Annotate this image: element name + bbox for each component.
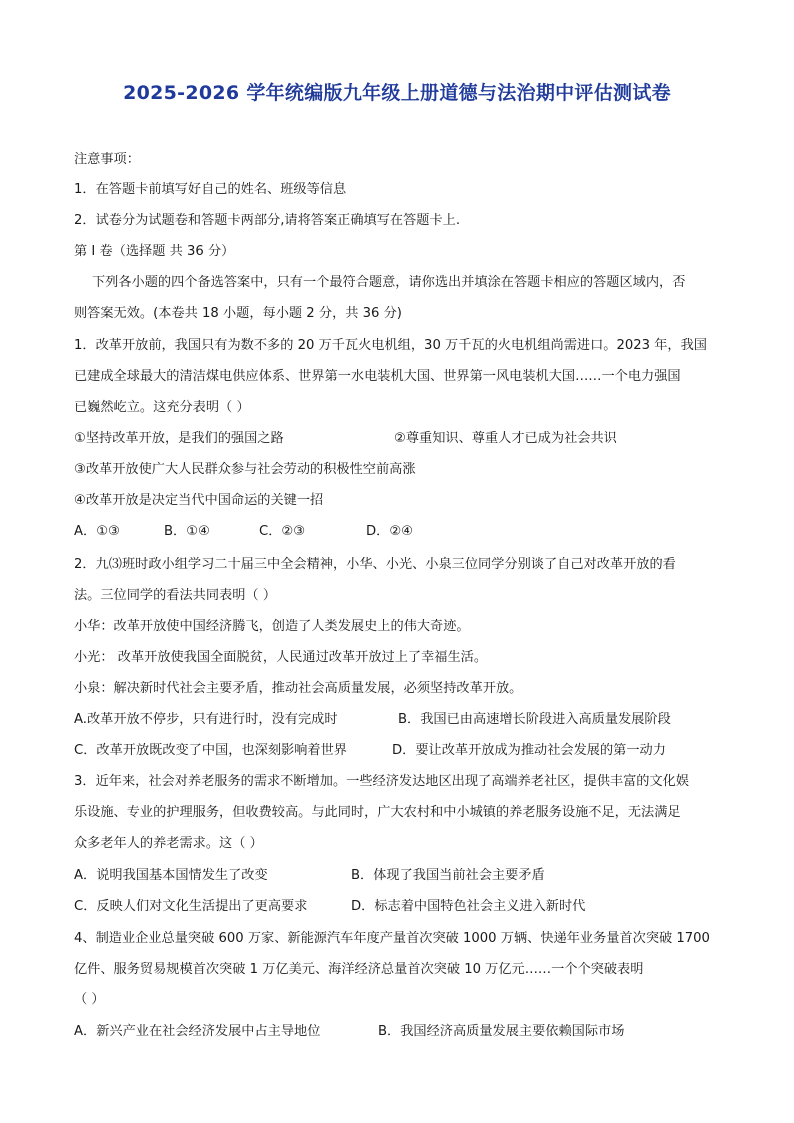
q1-option-c: C．②③ <box>259 524 306 539</box>
q1-option-d: D．②④ <box>366 524 413 539</box>
q4-option-b: B．我国经济高质量发展主要依赖国际市场 <box>378 1024 625 1039</box>
q1-option-b: B．①④ <box>164 524 210 539</box>
q3-option-c: C．反映人们对文化生活提出了更高要求 <box>74 899 308 914</box>
exam-title: 2025-2026 学年统编版九年级上册道德与法治期中评估测试卷 <box>123 82 671 104</box>
q1-statement-3: ③改革开放使广大人民群众参与社会劳动的积极性空前高涨 <box>74 462 416 477</box>
q2-option-c: C．改革开放既改变了中国，也深刻影响着世界 <box>74 743 347 758</box>
q4-option-a: A．新兴产业在社会经济发展中占主导地位 <box>74 1024 321 1039</box>
q1-line-1: 1．改革开放前，我国只有为数不多的 20 万千瓦火电机组，30 万千瓦的火电机组尚需进口。2023 年，我国 <box>74 338 707 353</box>
q3-option-b: B．体现了我国当前社会主要矛盾 <box>351 868 545 883</box>
q1-line-2: 已建成全球最大的清洁煤电供应体系、世界第一水电装机大国、世界第一风电装机大国……一个电力强国 <box>74 369 681 384</box>
q3-line-3: 众多老年人的养老需求。这（ ） <box>74 836 263 851</box>
q4-line-2: 亿件、服务贸易规模首次突破 1 万亿美元、海洋经济总量首次突破 10 万亿元……一个个突破表明 <box>74 962 644 977</box>
q1-option-a: A．①③ <box>74 524 120 539</box>
q2-line-2: 法。三位同学的看法共同表明（ ） <box>74 588 277 603</box>
section-header: 第 I 卷（选择题 共 36 分） <box>74 244 235 259</box>
section-instruction-2: 则答案无效。(本卷共 18 小题，每小题 2 分，共 36 分) <box>74 306 402 321</box>
notice-heading: 注意事项： <box>74 152 140 167</box>
q2-xiaohua: 小华：改革开放使中国经济腾飞，创造了人类发展史上的伟大奇迹。 <box>74 619 470 634</box>
q2-xiaoguang: 小光： 改革开放使我国全面脱贫，人民通过改革开放过上了幸福生活。 <box>74 650 488 665</box>
q1-statement-1: ①坚持改革开放，是我们的强国之路 <box>74 431 284 446</box>
section-instruction-1: 下列各小题的四个备选答案中，只有一个最符合题意，请你选出并填涂在答题卡相应的答题区域内，否 <box>92 275 686 290</box>
q3-line-1: 3．近年来，社会对养老服务的需求不断增加。一些经济发达地区出现了高端养老社区，提供丰富的文化娱 <box>74 774 690 789</box>
q2-option-d: D．要让改革开放成为推动社会发展的第一动力 <box>392 743 666 758</box>
q2-xiaoquan: 小泉：解决新时代社会主要矛盾，推动社会高质量发展，必须坚持改革开放。 <box>74 681 523 696</box>
notice-item-1: 1．在答题卡前填写好自己的姓名、班级等信息 <box>74 182 347 197</box>
q3-option-a: A．说明我国基本国情发生了改变 <box>74 868 268 883</box>
q4-line-1: 4、制造业企业总量突破 600 万家、新能源汽车年度产量首次突破 1000 万辆、快递年业务量首次突破 1700 <box>74 931 710 946</box>
q2-option-a: A.改革开放不停步，只有进行时，没有完成时 <box>74 712 338 727</box>
q1-statement-2: ②尊重知识、尊重人才已成为社会共识 <box>394 431 617 446</box>
q2-line-1: 2．九⑶班时政小组学习二十届三中全会精神，小华、小光、小泉三位同学分别谈了自己对改革开放的看 <box>74 557 676 572</box>
q1-statement-4: ④改革开放是决定当代中国命运的关键一招 <box>74 493 324 508</box>
q2-option-b: B．我国已由高速增长阶段进入高质量发展阶段 <box>398 712 671 727</box>
q3-option-d: D．标志着中国特色社会主义进入新时代 <box>351 899 586 914</box>
q4-line-3: （ ） <box>74 992 105 1007</box>
q1-line-3: 已巍然屹立。这充分表明（ ） <box>74 400 250 415</box>
q3-line-2: 乐设施、专业的护理服务，但收费较高。与此同时，广大农村和中小城镇的养老服务设施不足，无法满足 <box>74 805 681 820</box>
notice-item-2: 2．试卷分为试题卷和答题卡两部分,请将答案正确填写在答题卡上. <box>74 213 461 228</box>
